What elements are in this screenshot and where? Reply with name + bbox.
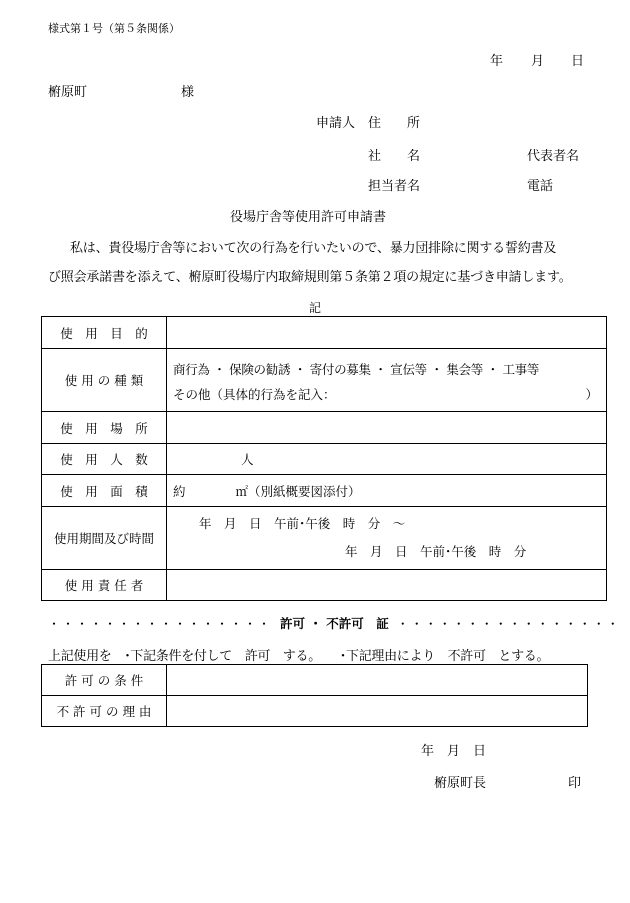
permit-divider-text: 許可 ・ 不許可 証 (280, 616, 389, 631)
people-field[interactable] (167, 444, 607, 475)
reason-label: 不 許 可 の 理 由 (42, 696, 167, 727)
table-row (42, 444, 607, 475)
purpose-label: 使 用 目 的 (42, 317, 167, 349)
period-to: 年 月 日 午前･午後 時 分 (345, 544, 527, 559)
type-other-row (167, 384, 606, 406)
table-row (42, 570, 607, 601)
addressee-town: 椨原町 (48, 85, 88, 100)
date-day: 日 (571, 54, 585, 69)
applicant-label: 申請人 (316, 116, 356, 131)
type-other-label: その他（具体的行為を記入： (173, 386, 336, 402)
conditions-label: 許 可 の 条 件 (42, 665, 167, 696)
period-from: 年 月 日 午前･午後 時 分 ～ (199, 516, 406, 531)
representative-label: 代表者名 (527, 149, 580, 164)
seal-mark: 印 (568, 776, 582, 791)
body-line-1: 私は、貴役場庁舎等において次の行為を行いたいので、暴力団排除に関する誓約書及 (70, 241, 557, 256)
contact-person-label: 担当者名 (368, 179, 421, 194)
company-label: 社 名 (368, 149, 421, 164)
area-field[interactable] (167, 475, 607, 507)
people-unit: 人 (241, 452, 254, 467)
area-label: 使 用 面 積 (42, 475, 167, 507)
reason-field[interactable] (167, 696, 588, 727)
divider-dots-right: ・・・・・・・・・・・・・・・・ (396, 617, 621, 631)
permit-divider (48, 614, 621, 632)
footer-date: 年 月 日 (421, 744, 487, 759)
manager-field[interactable] (167, 570, 607, 601)
ki-mark: 記 (309, 301, 322, 315)
table-row (42, 412, 607, 444)
divider-dots-left: ・・・・・・・・・・・・・・・・ (48, 617, 273, 631)
type-field[interactable] (167, 349, 607, 412)
mayor-label: 椨原町長 (434, 776, 487, 791)
application-table (41, 316, 607, 601)
table-row (42, 317, 607, 349)
place-label: 使 用 場 所 (42, 412, 167, 444)
table-row (42, 475, 607, 507)
period-label: 使用期間及び時間 (42, 507, 167, 570)
people-label: 使 用 人 数 (42, 444, 167, 475)
permit-statement: 上記使用を ･下記条件を付して 許可 する。 ･下記理由により 不許可 とする。 (48, 649, 550, 664)
table-row (42, 696, 588, 727)
form-number: 様式第１号（第５条関係） (48, 22, 180, 35)
table-row (42, 349, 607, 412)
table-row (42, 665, 588, 696)
phone-label: 電話 (527, 179, 554, 194)
address-label: 住 所 (368, 116, 421, 131)
place-field[interactable] (167, 412, 607, 444)
permit-table (41, 664, 588, 727)
area-unit: ㎡（別紙概要図添付） (235, 483, 361, 499)
document-title: 役場庁舎等使用許可申請書 (230, 210, 387, 225)
manager-label: 使 用 責 任 者 (42, 570, 167, 601)
type-label: 使 用 の 種 類 (42, 349, 167, 412)
date-year: 年 (490, 54, 504, 69)
period-field[interactable] (167, 507, 607, 570)
area-prefix: 約 (173, 483, 186, 499)
type-other-close: ） (585, 386, 598, 402)
type-options: 商行為 ・ 保険の勧誘 ・ 寄付の募集 ・ 宣伝等 ・ 集会等 ・ 工事等 (173, 361, 540, 377)
table-row (42, 507, 607, 570)
conditions-field[interactable] (167, 665, 588, 696)
body-line-2: び照会承諾書を添えて、椨原町役場庁内取締規則第５条第２項の規定に基づき申請します。 (48, 270, 572, 285)
date-month: 月 (531, 54, 545, 69)
purpose-field[interactable] (167, 317, 607, 349)
addressee-honorific: 様 (181, 85, 195, 100)
